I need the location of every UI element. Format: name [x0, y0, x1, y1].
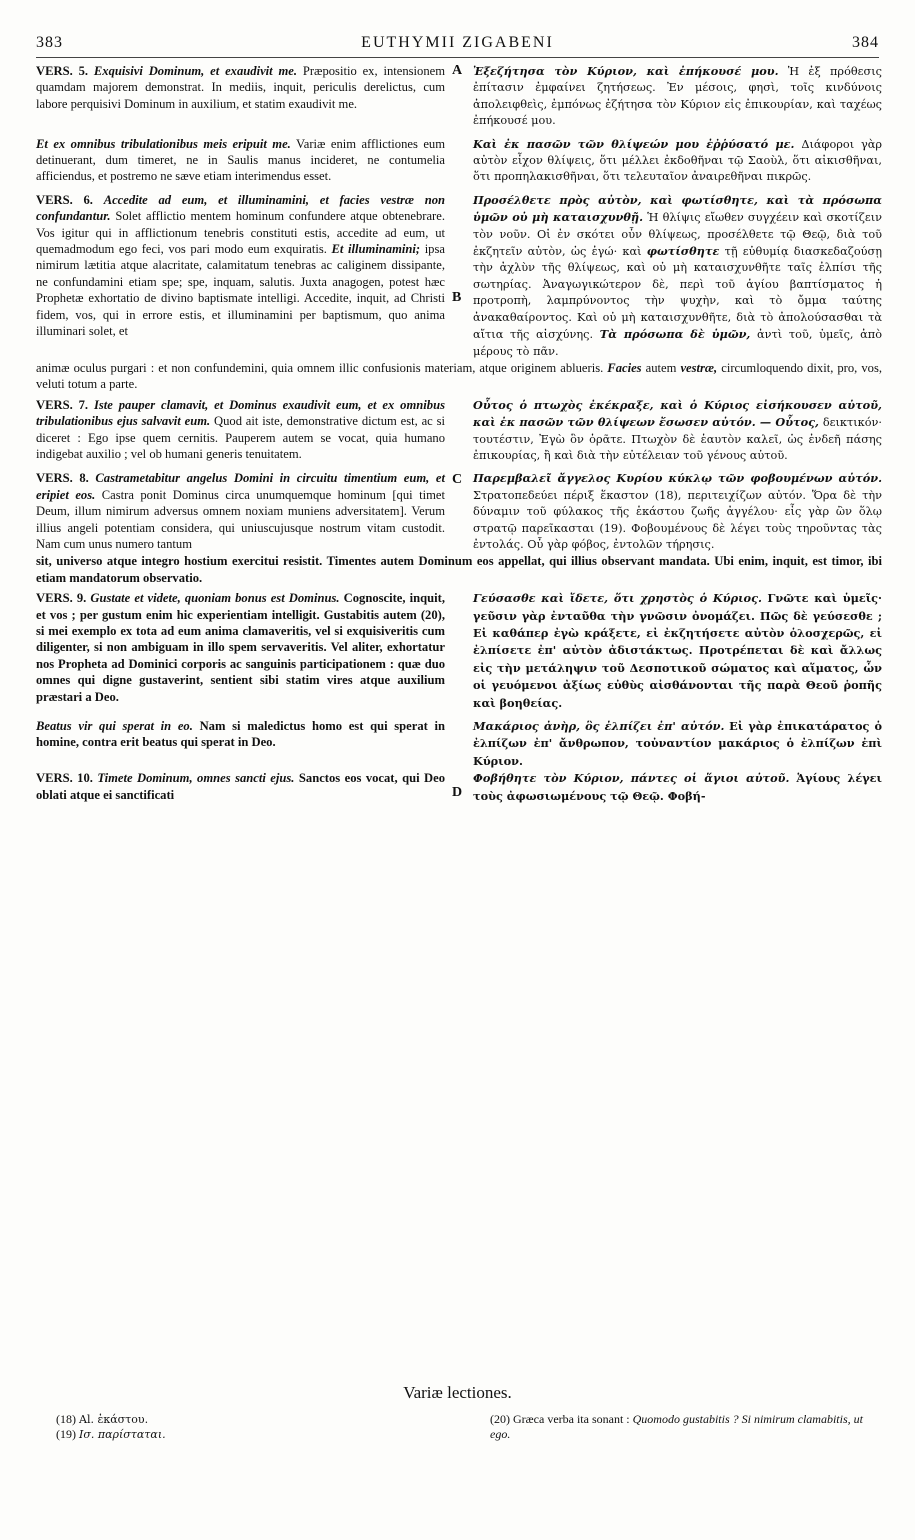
footnote-number: (19) — [56, 1427, 76, 1441]
latin-column — [36, 136, 445, 186]
greek-commentary: δεικτικόν· τουτέστιν, Ἐγὼ ὃν ὁρᾶτε. Πτωχὸν δὲ ἑαυτὸν καλεῖ, ὡς ἐνδεῆ πάσης ἐπικουρίας, ἢ καὶ διὰ τὴν εὐτέλειαν τοῦ γένους αὐτοῦ. — [473, 416, 882, 462]
verse-label: VERS. 10. — [36, 771, 93, 786]
greek-lemma: Προσέλθετε πρὸς αὐτὸν, καὶ φωτίσθητε, καὶ τὰ πρόσωπα ὑμῶν οὐ μὴ καταισχυνθῇ. — [473, 192, 882, 225]
greek-column — [473, 718, 882, 770]
full-width-lemma: Facies — [607, 360, 642, 375]
verse-label: VERS. 9. — [36, 591, 87, 606]
greek-column — [473, 136, 882, 186]
footnote-19 — [56, 1427, 466, 1442]
verse-label: VERS. 8. — [36, 471, 89, 486]
verse-5b-row — [36, 136, 882, 186]
greek-lemma: Παρεμβαλεῖ ἄγγελος Κυρίου κύκλῳ τῶν φοβουμένων αὐτόν. — [473, 471, 882, 486]
verse-label: VERS. 5. — [36, 64, 89, 78]
greek-column — [473, 470, 882, 553]
latin-column — [36, 470, 445, 553]
latin-lemma: Beatus vir qui sperat in eo. — [36, 719, 193, 734]
full-width-text: animæ oculus purgari : et non confundemini, quia omnem illic confusionis materiam, atque originem ablueris. — [36, 360, 604, 375]
greek-commentary: Ἡ ἐξ πρόθεσις ἐπίτασιν ἐμφαίνει ζητήσεως. Ἐν μέσοις, φησὶ, τοῖς κινδύνοις ἀπολειφθεὶς, ἐμπόνως ἐζήτησα τὸν Κύριον εἰς ἐπικουρίαν, καὶ ταχέως ἐπήκουσέ μου. — [473, 65, 882, 128]
variae-lectiones-heading: Variæ lectiones. — [403, 1383, 512, 1402]
latin-commentary: Nam si maledictus homo est qui sperat in homine, contra erit beatus qui sperat in Deo. — [36, 719, 446, 750]
running-title: EUTHYMII ZIGABENI — [361, 34, 554, 51]
footnote-number: (18) — [56, 1412, 76, 1426]
latin-commentary: Quod ait iste, demonstrative dictum est, ac si diceret : Ego ipse quem cernitis. Pauperem autem se vocat, quia humano indigebat auxilio ; vel ob humani generis tenuitatem. — [36, 414, 445, 461]
greek-lemma: Μακάριος ἀνὴρ, ὃς ἐλπίζει ἐπ' αὐτόν. — [473, 719, 725, 734]
latin-lemma: Gustate et videte, quoniam bonus est Dominus. — [90, 591, 340, 606]
verse-6-row — [36, 192, 882, 360]
latin-commentary: Cognoscite, inquit, et vos ; per gustum enim hic experientiam intelligit. Gustabitis autem (20), si mei exemplo ex tota ad eum anima clamaveritis, vel si exquisiveritis cum diligenter, si non ambiguam in illo spem servaveritis. Vel aliter, exhortatur nos Propheta ad Dominici corporis ac sanguinis participationem : quæ duo omnes qui digne gustaverint, sentient sibi statim vires atque auxilium præstari a Deo. — [36, 591, 445, 704]
margin-marker-a: A — [452, 63, 463, 78]
verse-9b-row — [36, 718, 882, 770]
greek-commentary: Ἁγίους λέγει τοὺς ἀφωσιωμένους τῷ Θεῷ. Φοβή- — [473, 771, 883, 803]
greek-lemma: Καὶ ἐκ πασῶν τῶν θλίψεών μου ἐῤῥύσατό με. — [473, 136, 795, 151]
latin-column — [36, 770, 445, 805]
latin-commentary: Sanctos eos vocat, qui Deo oblati atque ei sanctificati — [36, 771, 445, 802]
verse-label: VERS. 7. — [36, 397, 89, 412]
greek-commentary: Ἡ θλίψις εἴωθεν συγχέειν καὶ σκοτίζειν τὸν νοῦν. Οἱ ἐν σκότει οὖν θλίψεως, προσέλθετε τῷ Θεῷ, διὰ τοῦ ἐκζητεῖν αὐτὸν, ὡς ἐγώ· καὶ — [473, 211, 882, 259]
footnotes — [36, 1412, 882, 1442]
greek-lemma: Γεύσασθε καὶ ἴδετε, ὅτι χρηστὸς ὁ Κύριος. — [473, 591, 762, 606]
page-number-left: 383 — [36, 34, 63, 51]
greek-column — [473, 192, 882, 360]
margin-marker-c: C — [452, 472, 463, 488]
latin-lemma: Accedite ad eum, et illuminamini, et facies vestræ non confundantur. — [36, 192, 445, 224]
verse-7-row — [36, 397, 882, 465]
margin-marker-b: B — [452, 289, 462, 305]
latin-column — [36, 718, 445, 770]
latin-commentary: Solet afflictio mentem hominum confundere atque obtenebrare. Vos igitur qui in afflictionum tenebris constituti estis, accedite ad eum, ut quemadmodum ego feci, vos pari modo eum exquiratis. — [36, 209, 445, 257]
footnote-text: Ισ. παρίσταται. — [79, 1428, 166, 1441]
header-rule — [36, 57, 879, 58]
footnote-text: Græca verba ita sonant : — [513, 1412, 630, 1426]
latin-commentary: Præpositio ex, intensionem quamdam majorem demonstrat. In mediis, inquit, periculis derelictus, cum labore perquisivi Dominum in auxilium, et statim exaudivit me. — [36, 64, 446, 111]
full-width-lemma: vestræ, — [680, 360, 718, 375]
full-width-paragraph — [36, 360, 882, 393]
footnote-18 — [56, 1412, 466, 1427]
verse-label: VERS. 6. — [36, 192, 93, 207]
greek-commentary: Διάφοροι γὰρ αὐτὸν εἶχον θλίψεις, ὅτι μέλλει ἐκδοθῆναι τῷ Σαοὺλ, ὅτι αἰκισθῆναι, ὅτι προπηλακισθῆναι, ὅτι τελευταῖον ἀναιρεθῆναι πικρῶς. — [473, 137, 883, 184]
greek-lemma: Οὗτος ὁ πτωχὸς ἐκέκραξε, καὶ ὁ Κύριος εἰσήκουσεν αὐτοῦ, καὶ ἐκ πασῶν τῶν θλίψεων ἔσωσεν αὐτόν. — Οὗτος, — [473, 397, 882, 430]
latin-column — [36, 63, 445, 130]
latin-lemma: Et ex omnibus tribulationibus meis eripuit me. — [36, 136, 291, 151]
verse-8-row — [36, 470, 882, 553]
greek-lemma: Ἐξεζήτησα τὸν Κύριον, καὶ ἐπήκουσέ μου. — [473, 64, 779, 78]
greek-commentary: Στρατοπεδεύει πέριξ ἕκαστον (18), περιτειχίζων αὐτόν. Ὅρα δὲ τὴν δύναμιν τοῦ φύλακος τῆς ἑκάστου ζωῆς ἀγγέλου· εἷς γὰρ ὢν ὅλῳ στρατῷ παρεῖκασται (19). Φοβουμένους δὲ λέγει τοὺς τηροῦντας τὰς ἐντολάς. Οὗ γὰρ φόβος, ἐντολῶν τήρησις. — [473, 488, 882, 551]
margin-marker-d: D — [452, 785, 463, 801]
latin-lemma: Iste pauper clamavit, et Dominus exaudivit eum, et ex omnibus tribulationibus ejus salvavit eum. — [36, 397, 445, 429]
greek-lemma: Φοβήθητε τὸν Κύριον, πάντες οἱ ἅγιοι αὐτοῦ. — [473, 771, 790, 786]
greek-commentary: ἀντὶ τοῦ, ὑμεῖς, ἀπὸ μέρους τὸ πᾶν. — [473, 328, 883, 358]
footnotes-right — [466, 1412, 882, 1442]
greek-commentary: τῇ εὐθυμίᾳ διασκεδαζούσῃ τὴν ἀχλὺν τῆς θλίψεως, καὶ οὐ μὴ καταισχυνθῆτε ταῖς ἐλπίσι τῆς σωτηρίας. Ἀναγωγικώτερον δὲ, περὶ τοῦ ἁγίου βαπτίσματος ἡ προτροπὴ, λαμπρύνοντος τὴν ψυχὴν, καὶ τὸ ὄμμα ταύτης ἀνακαθαίροντος. Καὶ οὐ μὴ καταισχυνθῆτε, διὰ τὸ ἀπολούσασθαι τὰ αἴτια τῆς αἰσχύνης. — [473, 245, 882, 342]
latin-column — [36, 590, 445, 712]
greek-commentary: Εἰ γὰρ ἐπικατάρατος ὁ ἐλπίζων ἐπ' ἄνθρωπον, τοὐναντίον μακάριος ὁ ἐλπίζων ἐπὶ Κύριον. — [473, 719, 883, 768]
latin-column — [36, 397, 445, 465]
greek-commentary: Γνῶτε καὶ ὑμεῖς· γεῦσιν γὰρ ἐνταῦθα τὴν γνῶσιν ὀνομάζει. Πῶς δὲ γεύσεσθε ; Εἰ καθάπερ ἐγὼ κράξετε, εἰ ἐκζητήσετε αὐτὸν ὁλοσχερῶς, εἰ ἐλπίσετε ἐπ' αὐτὸν ἀδιστάκτως. Προτρέπεται δὲ καὶ ἄλλως εἰς τὴν μετάληψιν τοῦ Δεσποτικοῦ σώματος καὶ αἵματος, ὧν οἱ γευόμενοι ἀξίως εὐθὺς αἰσθάνονται τῆς παρὰ Θεοῦ ῥοπῆς καὶ βοηθείας. — [473, 591, 882, 710]
greek-lemma: φωτίσθητε — [646, 244, 720, 259]
footnote-number: (20) — [490, 1412, 510, 1426]
greek-lemma: Τὰ πρόσωπα δὲ ὑμῶν, — [599, 327, 751, 342]
full-width-paragraph — [36, 553, 882, 586]
latin-commentary: Castra ponit Dominus circa unumquemque hominum [qui timet Deum, illum nimirum adversus omnem noxiam muniens adversitatem]. Verum illius angeli potentiam considera, qui uniuscujusque nostrum vitam custodit. Nam cum unus numero tantum — [36, 487, 445, 551]
full-width-text: sit, universo atque integro hostium exercitui resistit. Timentes autem Dominum eos appellat, qui illius observant mandata. Ubi enim, inquit, est timor, ibi etiam mandatorum observatio. — [36, 554, 882, 585]
page-body — [36, 63, 882, 805]
footnote-text: Quomodo gustabitis ? Si nimirum clamabitis, ut ego. — [490, 1412, 863, 1441]
latin-lemma: Exquisivi Dominum, et exaudivit me. — [93, 64, 298, 78]
latin-lemma: Timete Dominum, omnes sancti ejus. — [97, 771, 295, 786]
page-header — [36, 34, 879, 56]
greek-column — [473, 397, 882, 465]
full-width-text: autem — [645, 360, 677, 375]
full-width-text: circumloquendo dixit, pro, vos, veluti totum a parte. — [36, 360, 882, 392]
greek-column — [473, 590, 882, 712]
latin-lemma: Castrametabitur angelus Domini in circuitu timentium eum, et eripiet eos. — [36, 471, 445, 502]
page-number-right: 384 — [852, 34, 879, 51]
greek-column — [473, 63, 882, 130]
latin-column — [36, 192, 445, 360]
greek-column — [473, 770, 882, 805]
verse-5-row — [36, 63, 882, 130]
latin-commentary: ipsa nimirum lætitia atque alacritate, calamitatum tenebras ac caliginem dissipante, ne confundamini etiam spe; spe, inquam, salutis. Juxta anagogen, potest hæc Prophetæ exhortatio de divino baptismate intelligi. Accedite, inquit, ad Christi fidem, vos, qui in errore estis, et illuminamini per baptismum, quo anima illuminari solet, et — [36, 242, 445, 339]
latin-lemma: Et illuminamini; — [331, 242, 421, 257]
verse-10-row — [36, 770, 882, 805]
footnote-text: Al. ἑκάστου. — [79, 1413, 149, 1426]
footnotes-left — [36, 1412, 466, 1442]
latin-commentary: Variæ enim afflictiones eum detinuerant, dum timeret, ne in Saulis manus incideret, ne contumelia afficiendus, et postremo ne sæve etiam interimendus esset. — [36, 136, 446, 184]
